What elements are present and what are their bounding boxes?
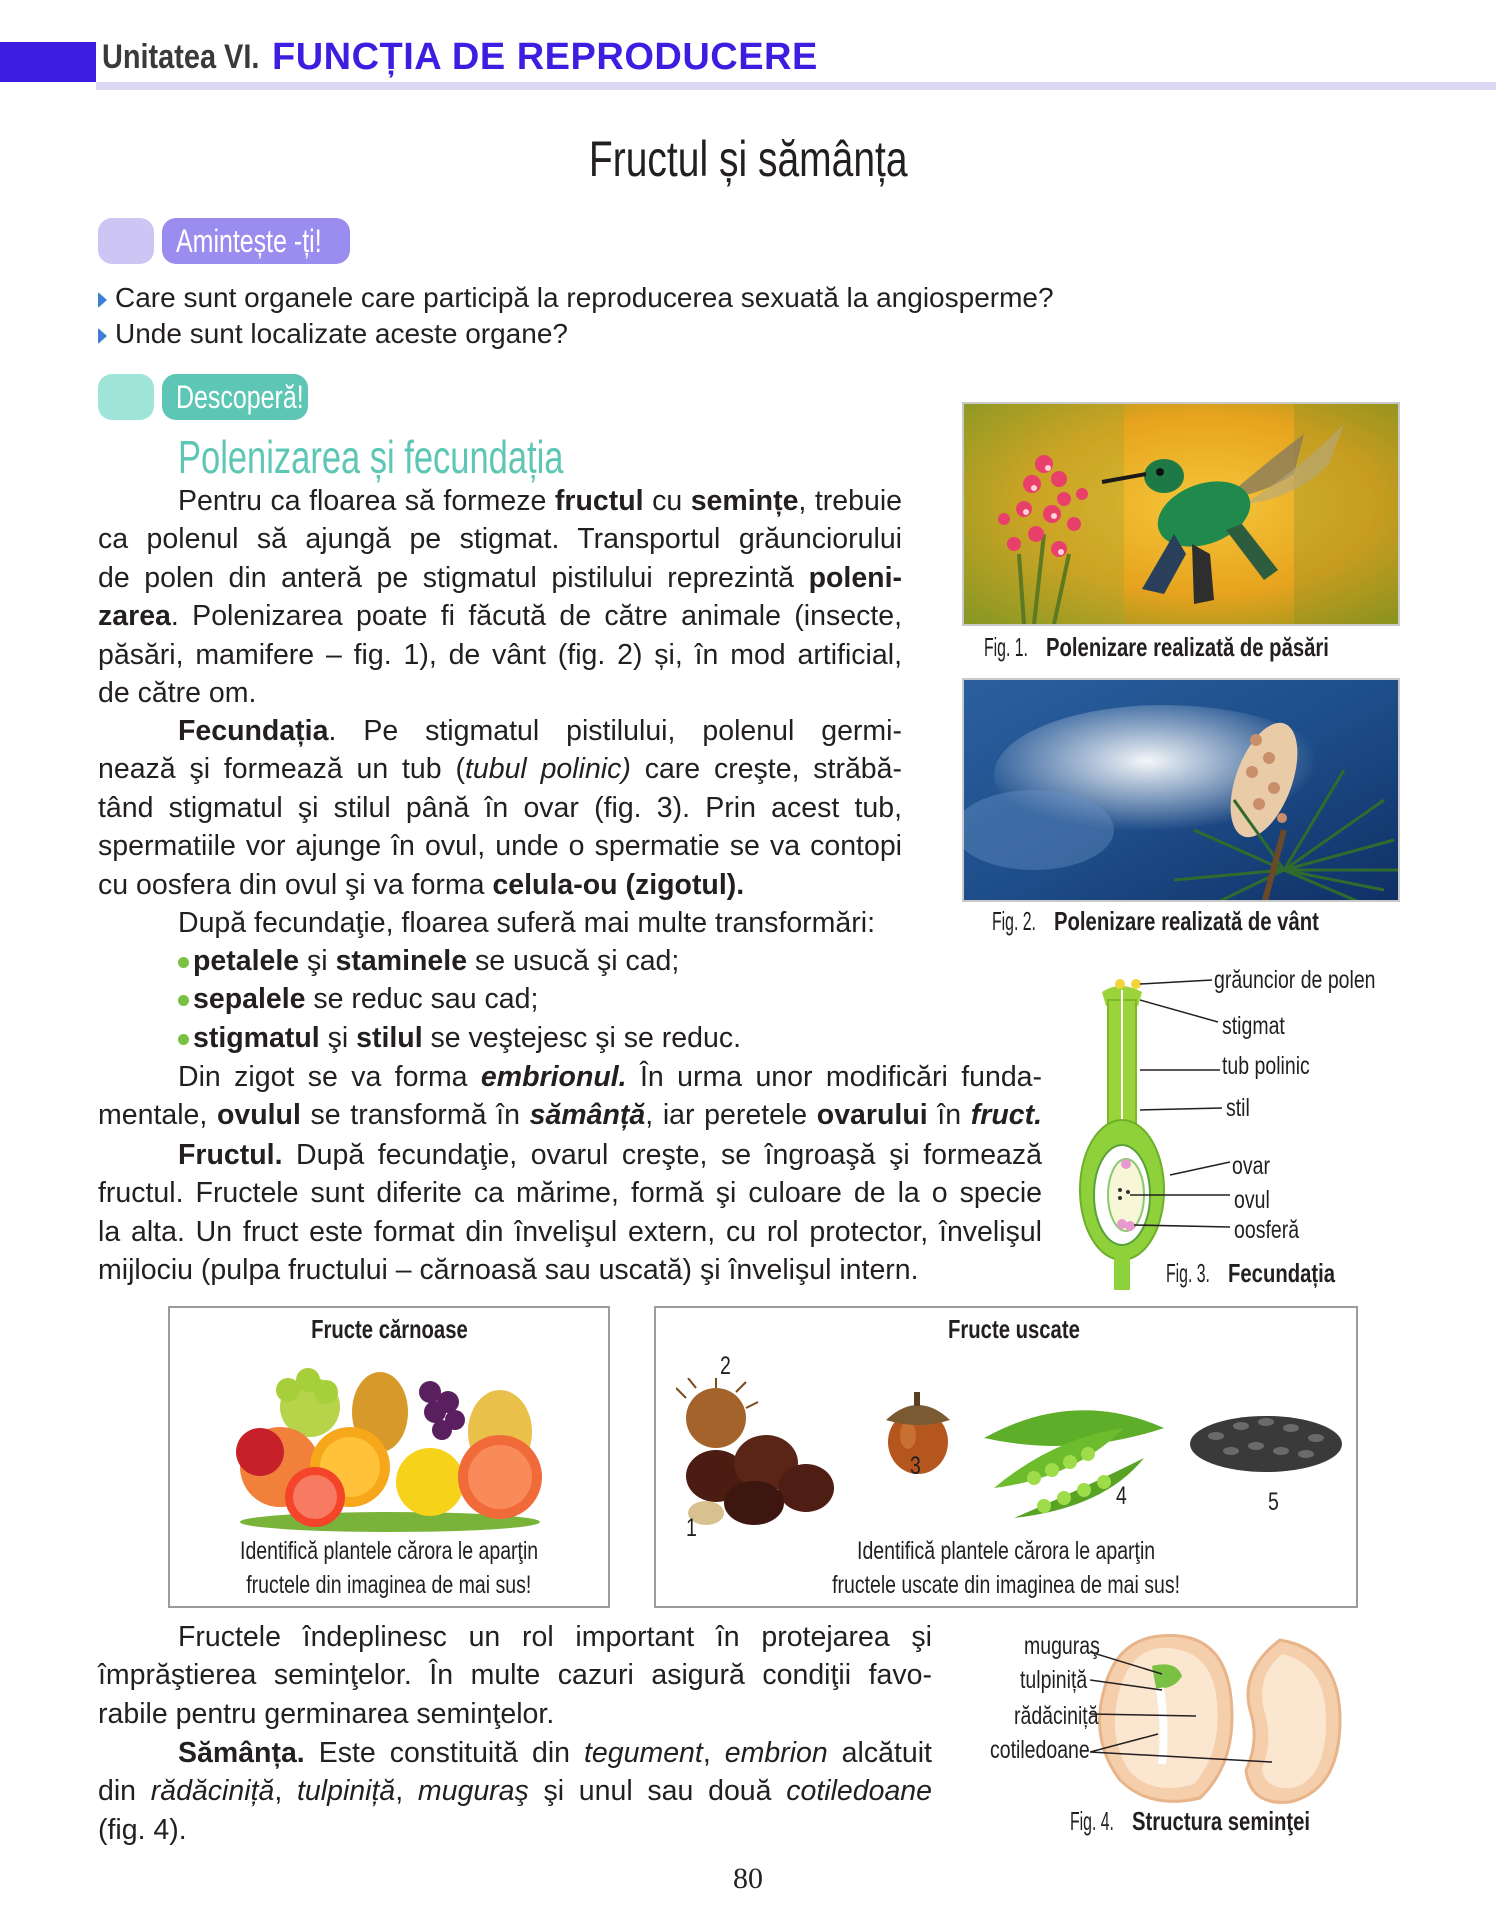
paragraph-zygote: Din zigot se va forma embrionul. În urma unor modificări funda- mentale, ovulul se transformă în sămânță, iar peretele ovarului în fruct. (98, 1061, 1043, 1132)
fig3-label-tube: tub polinic (1222, 1052, 1310, 1080)
fig2-wind-pollination-image (962, 678, 1400, 902)
fig4-seed-diagram (1090, 1630, 1350, 1810)
paragraph-fertilization: Fecundația. Pe stigmatul pistilului, polenul germi- nează şi formează un tub (tubul polinic) care creşte, străbă- tând stigmatul şi stilul până în ovar (fig. 3). Prin acest tub, spermatiile vor ajunge în ovul, unde o spermatie se va contopi cu oosfera din ovul şi va forma celula-ou (zigotul). (98, 715, 903, 901)
dry-fruits-title: Fructe uscate (948, 1314, 1080, 1344)
header-unit: Unitatea VI. (102, 38, 260, 76)
fig4-caption: Fig. 4. Structura seminţei (1070, 1806, 1311, 1836)
fig3-label-pollen: grăuncior de polen (1214, 966, 1376, 994)
paragraph-transformations: După fecundaţie, floarea suferă mai multe transformări: (178, 907, 875, 939)
dry-fruit-number-2: 2 (720, 1352, 731, 1380)
paragraph-pollination: Pentru ca floarea să formeze fructul cu semințe, trebuie ca polenul să ajungă pe stigmat. Transportul grăunciorului de polen din anteră pe stigmatul pistilului reprezintă poleni- zarea. Polenizarea poate fi făcută de către animale (insecte, păsări, mamifere – fig. 1), de vânt (fig. 2) și, în mod artificial, de către om. (98, 485, 903, 710)
discover-tag-pad (98, 374, 154, 420)
bullet-item: petalele şi staminele se usucă şi cad; (178, 942, 741, 980)
fig2-caption: Fig. 2. Polenizare realizată de vânt (992, 906, 1319, 936)
fleshy-fruits-box (168, 1306, 610, 1608)
dry-fruit-number-3: 3 (910, 1452, 921, 1480)
fig4-label-stem: tulpiniță (1020, 1666, 1088, 1694)
dry-fruits-task: Identifică plantele cărora le aparţin fructele uscate din imaginea de mai sus! (832, 1537, 1180, 1599)
paragraph-seed: Sămânța. Este constituită din tegument, embrion alcătuit din rădăciniță, tulpiniță, muguraş şi unul sau două cotiledoane (fig. 4). (98, 1737, 933, 1846)
section-title: Polenizarea și fecundația (178, 431, 564, 483)
fig1-hummingbird-image (962, 402, 1400, 626)
fig4-label-root: rădăciniță (1014, 1702, 1099, 1730)
fleshy-fruits-task: Identifică plantele cărora le aparţin fructele din imaginea de mai sus! (239, 1537, 539, 1599)
dry-fruit-chestnut (676, 1378, 846, 1528)
fig3-label-stigma: stigmat (1222, 1012, 1285, 1040)
remember-question-1: Care sunt organele care participă la reproducerea sexuată la angiosperme? (98, 280, 1054, 316)
fig3-label-ovule: ovul (1234, 1186, 1270, 1214)
bullet-item: sepalele se reduc sau cad; (178, 980, 741, 1018)
dry-fruit-number-5: 5 (1268, 1488, 1279, 1516)
dry-fruit-number-1: 1 (686, 1514, 697, 1542)
header-color-block (0, 42, 96, 82)
page-title: Fructul și sămânța (588, 131, 908, 187)
dry-fruits-box (654, 1306, 1358, 1608)
fig3-label-egg: oosferă (1234, 1216, 1300, 1244)
fleshy-fruits-title: Fructe cărnoase (310, 1314, 468, 1344)
dry-fruit-number-4: 4 (1116, 1482, 1127, 1510)
fig3-caption: Fig. 3. Fecundația (1166, 1258, 1336, 1288)
bullet-list (178, 942, 741, 1057)
remember-tag: Amintește -ți! (162, 218, 350, 264)
paragraph-fruit: Fructul. După fecundaţie, ovarul creşte, se îngroaşă şi formează fructul. Fructele sunt diferite ca mărime, formă şi culoare de la o specie la alta. Un fruct este format din învelişul extern, cu rol protector, învelişul mijlociu (pulpa fructului – cărnoasă sau uscată) şi învelişul intern. (98, 1139, 1042, 1287)
fleshy-fruits-image (230, 1352, 550, 1532)
paragraph-fruit-role: Fructele îndeplinesc un rol important în protejarea şi împrăştierea seminţelor. În multe cazuri asigură condiţii favo- rabile pentru germinarea seminţelor. (98, 1621, 932, 1730)
remember-tag-pad (98, 218, 154, 264)
dry-fruit-peas (974, 1398, 1174, 1528)
header-title: FUNCȚIA DE REPRODUCERE (272, 36, 818, 78)
fig1-caption: Fig. 1. Polenizare realizată de păsări (984, 632, 1329, 662)
page-number: 80 (733, 1862, 763, 1895)
bullet-item: stigmatul şi stilul se veştejesc şi se reduc. (178, 1019, 741, 1057)
fig3-label-ovary: ovar (1232, 1152, 1270, 1180)
fig4-label-bud: muguraş (1024, 1632, 1100, 1660)
fig4-label-cotyledons: cotiledoane (990, 1736, 1090, 1764)
fig3-label-style: stil (1226, 1094, 1250, 1122)
discover-tag: Descoperă! (162, 374, 308, 420)
header-rule (96, 82, 1496, 90)
remember-question-2: Unde sunt localizate aceste organe? (98, 316, 568, 352)
dry-fruit-sunflower-seeds (1186, 1396, 1346, 1476)
